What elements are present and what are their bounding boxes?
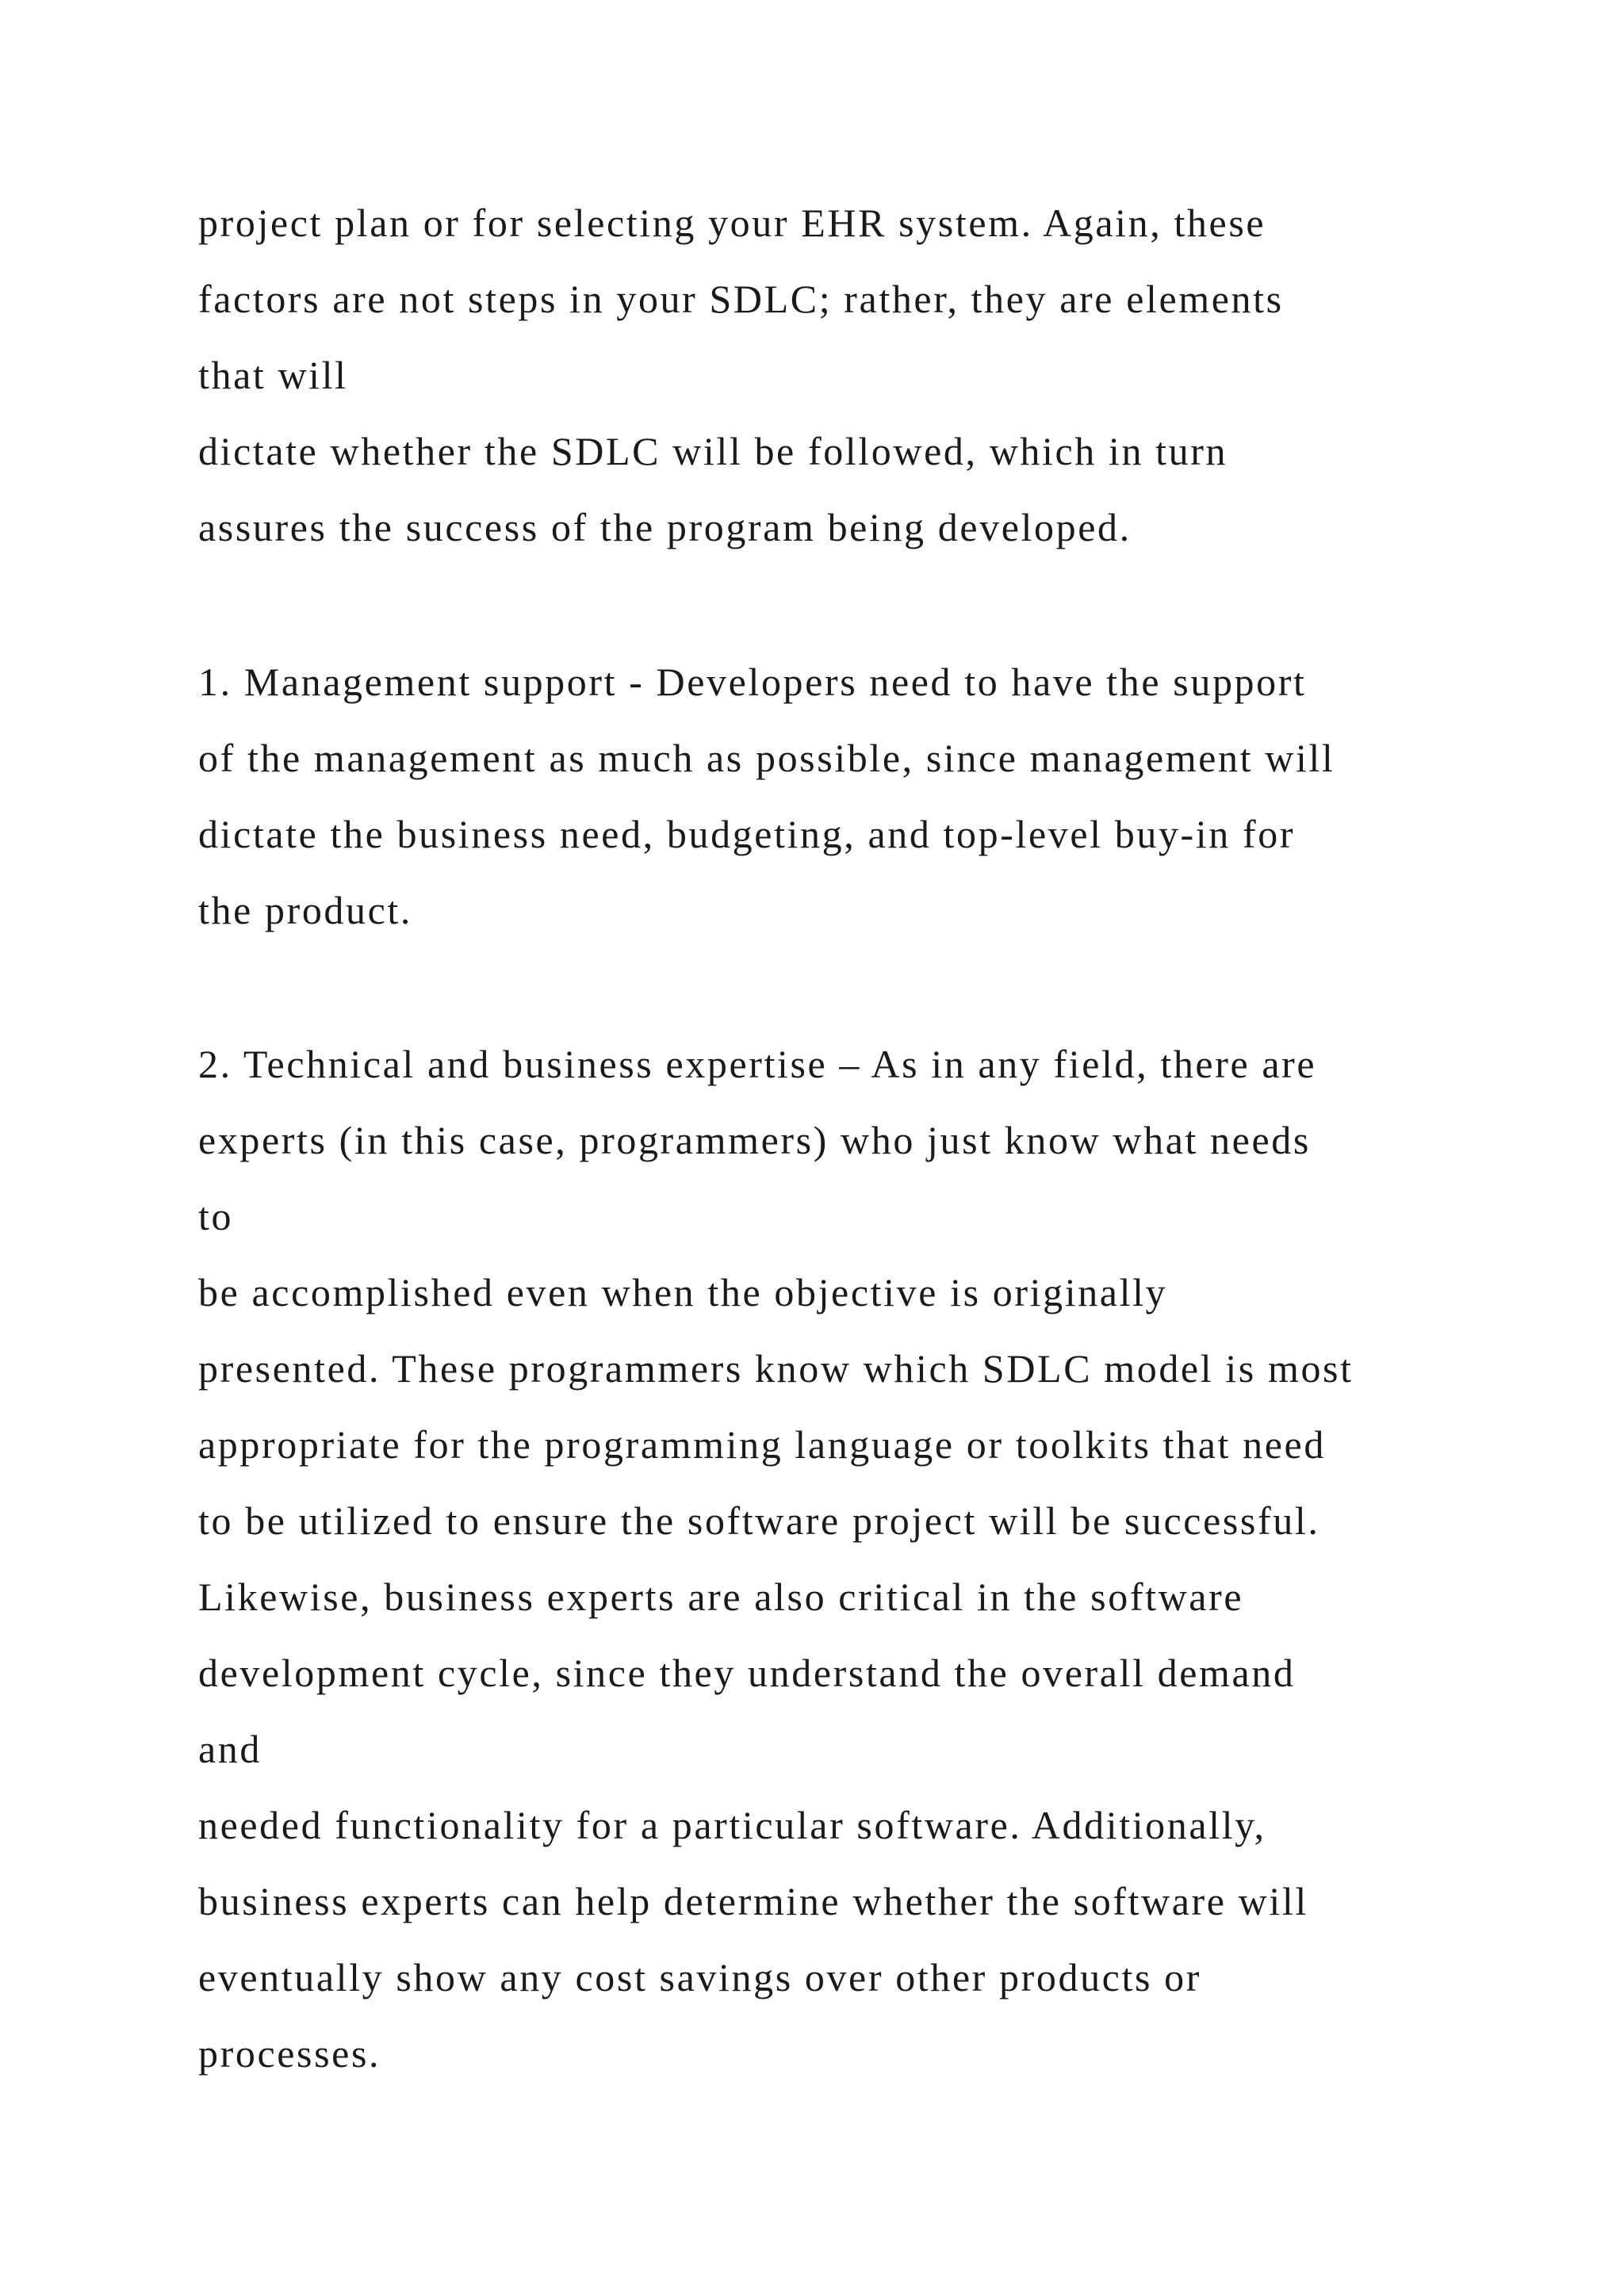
text-line: Likewise, business experts are also critical in the software	[198, 1575, 1244, 1619]
text-line: to	[198, 1194, 234, 1238]
text-line: of the management as much as possible, since management will	[198, 736, 1335, 780]
text-line: 2. Technical and business expertise – As in any field, there are	[198, 1042, 1317, 1086]
text-line: development cycle, since they understand the overall demand	[198, 1651, 1296, 1695]
text-line: 1. Management support - Developers need to have the support	[198, 660, 1307, 704]
text-line: business experts can help determine whether the software will	[198, 1879, 1308, 1923]
text-line: dictate the business need, budgeting, and top-level buy-in for	[198, 812, 1296, 856]
text-line: appropriate for the programming language or toolkits that need	[198, 1422, 1326, 1467]
text-line: dictate whether the SDLC will be followed, which in turn	[198, 429, 1228, 473]
text-line: the product.	[198, 888, 413, 932]
text-line: and	[198, 1727, 262, 1771]
text-line: be accomplished even when the objective is originally	[198, 1270, 1168, 1314]
text-line: to be utilized to ensure the software project will be successful.	[198, 1498, 1320, 1543]
text-line: needed functionality for a particular software. Additionally,	[198, 1803, 1266, 1847]
text-line: factors are not steps in your SDLC; rather, they are elements	[198, 277, 1284, 321]
text-line: that will	[198, 353, 348, 397]
text-line: experts (in this case, programmers) who just know what needs	[198, 1118, 1311, 1162]
text-line: assures the success of the program being developed.	[198, 505, 1132, 549]
text-line: presented. These programmers know which SDLC model is most	[198, 1346, 1354, 1391]
text-line: processes.	[198, 2031, 381, 2076]
text-line: project plan or for selecting your EHR system. Again, these	[198, 201, 1266, 245]
text-line: eventually show any cost savings over other products or	[198, 1955, 1201, 1999]
